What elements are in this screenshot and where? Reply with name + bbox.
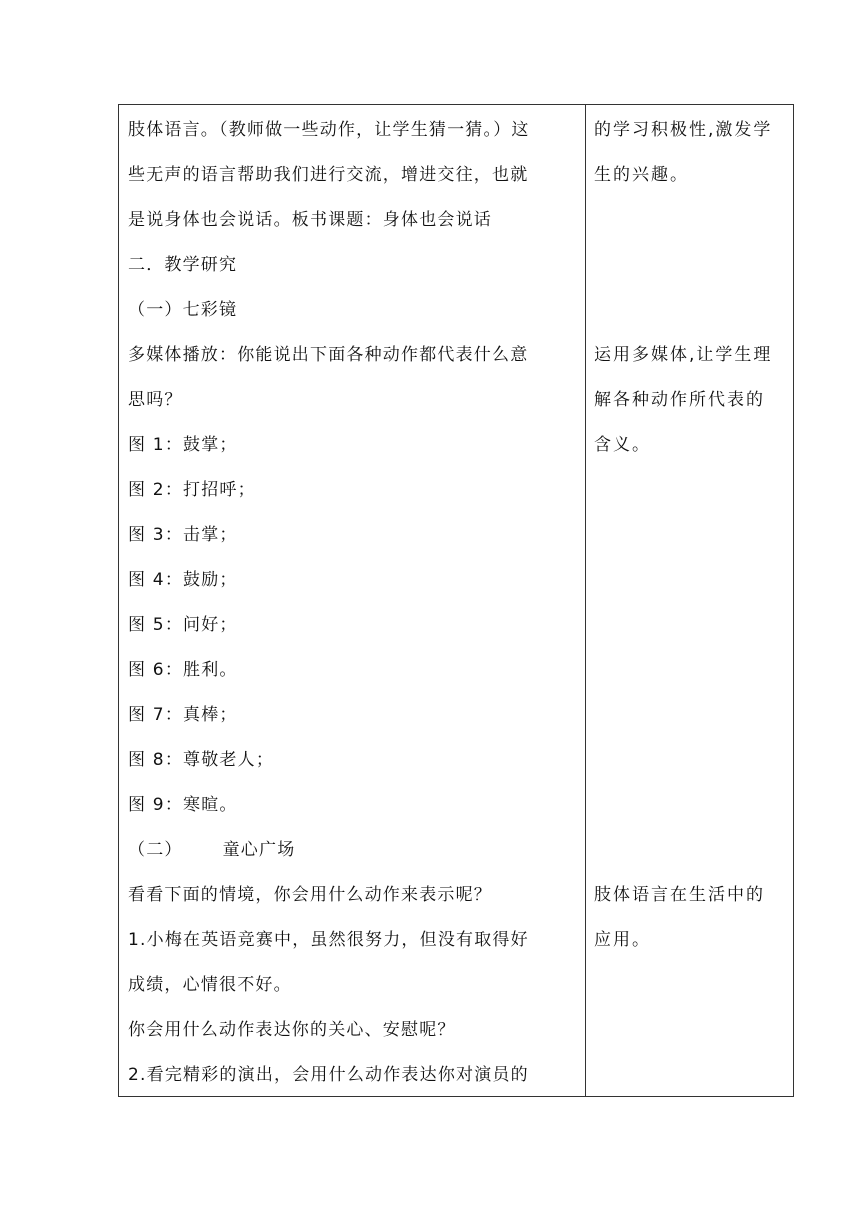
side-note-line: 应用。 (594, 930, 651, 950)
teaching-process-column (119, 105, 586, 1096)
section-heading: 二．教学研究 (128, 255, 238, 275)
text-line: 些无声的语言帮助我们进行交流，增进交往，也就 (128, 165, 529, 185)
list-item: 图 5：问好； (128, 615, 238, 635)
text-line: 成绩，心情很不好。 (128, 975, 292, 995)
list-item: 图 7：真棒； (128, 705, 238, 725)
text-line: 2.看完精彩的演出，会用什么动作表达你对演员的 (128, 1065, 529, 1085)
lesson-plan-table (118, 104, 794, 1097)
text-line: 看看下面的情境，你会用什么动作来表示呢？ (128, 885, 492, 905)
subsection-number: （二） (128, 840, 183, 860)
subsection-title: 童心广场 (222, 840, 296, 860)
list-item: 图 2：打招呼； (128, 480, 256, 500)
text-line: 思吗？ (128, 390, 183, 410)
side-note-line: 解各种动作所代表的 (594, 390, 765, 410)
text-line: 你会用什么动作表达你的关心、安慰呢？ (128, 1020, 456, 1040)
list-item: 图 1：鼓掌； (128, 435, 238, 455)
side-note-line: 肢体语言在生活中的 (594, 885, 765, 905)
list-item: 图 4：鼓励； (128, 570, 238, 590)
subsection-heading: （一）七彩镜 (128, 300, 238, 320)
text-line: 1.小梅在英语竞赛中，虽然很努力，但没有取得好 (128, 930, 529, 950)
text-line: 多媒体播放：你能说出下面各种动作都代表什么意 (128, 345, 529, 365)
list-item: 图 9：寒暄。 (128, 795, 238, 815)
design-intent-column (586, 105, 793, 1096)
text-line: 肢体语言。（教师做一些动作，让学生猜一猜。）这 (128, 120, 530, 140)
side-note-line: 含义。 (594, 435, 651, 455)
list-item: 图 8：尊敬老人； (128, 750, 275, 770)
text-line: 是说身体也会说话。板书课题：身体也会说话 (128, 210, 492, 230)
list-item: 图 6：胜利。 (128, 660, 238, 680)
side-note-line: 运用多媒体,让学生理 (594, 345, 773, 365)
side-note-line: 生的兴趣。 (594, 165, 689, 185)
list-item: 图 3：击掌； (128, 525, 238, 545)
side-note-line: 的学习积极性,激发学 (594, 120, 773, 140)
subsection-heading (128, 838, 295, 862)
